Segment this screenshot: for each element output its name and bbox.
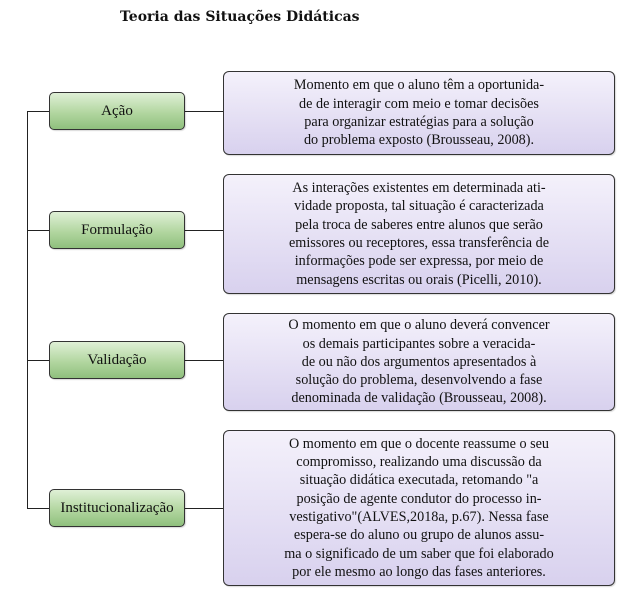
connector-formulacao [27, 230, 49, 231]
desc-line: vidade proposta, tal situação é caracterizada [294, 198, 544, 215]
desc-validacao [223, 313, 615, 411]
tree-spine-line [27, 111, 28, 509]
diagram-title: Teoria das Situações Didáticas [120, 9, 360, 25]
desc-line: Momento em que o aluno têm a oportunida- [293, 77, 545, 94]
node-formulacao: Formulação [49, 211, 185, 249]
connector-acao-desc [185, 111, 223, 112]
desc-line: situação didática executada, retomando "a [299, 472, 539, 489]
desc-line: para organizar estratégias para a solução [304, 114, 534, 130]
desc-line: os demais participantes sobre a veracida- [302, 335, 536, 352]
desc-formulacao [223, 174, 615, 294]
desc-institucionalizacao [223, 430, 615, 586]
desc-line: denominada de validação (Brousseau, 2008). [291, 390, 547, 407]
desc-line: emissores ou receptores, essa transferência de [289, 235, 549, 251]
desc-line: de ou não dos argumentos apresentados à [301, 353, 537, 370]
desc-line: do problema exposto (Brousseau, 2008). [303, 132, 535, 149]
connector-validacao [27, 360, 49, 361]
desc-line: espera-se do aluno ou grupo de alunos assu- [293, 527, 545, 544]
desc-line: informações pode ser expressa, por meio de [294, 253, 544, 270]
desc-line: ma o significado de um saber que foi elaborado [284, 545, 554, 562]
desc-line: mensagens escritas ou orais (Picelli, 2010). [296, 271, 542, 288]
desc-line: solução do problema, desenvolvendo a fase [295, 372, 543, 389]
desc-line: As interações existentes em determinada ati- [292, 180, 546, 197]
node-acao: Ação [49, 92, 185, 130]
desc-line: de de interagir com meio e tomar decisões [299, 95, 539, 112]
desc-line: O momento em que o docente reassume o seu [288, 435, 550, 452]
desc-acao [223, 71, 615, 155]
desc-line: por ele mesmo ao longo das fases anteriores. [292, 563, 546, 580]
connector-validacao-desc [185, 360, 223, 361]
desc-line: posição de agente condutor do processo in- [296, 490, 542, 507]
node-institucionalizacao: Institucionalização [49, 489, 185, 527]
node-validacao: Validação [49, 341, 185, 379]
desc-line: pela troca de saberes entre alunos que serão [295, 216, 543, 233]
desc-line: compromisso, realizando uma discussão da [296, 454, 542, 471]
connector-institucionalizacao-desc [185, 508, 223, 509]
connector-acao [27, 111, 49, 112]
desc-line: vestigativo"(ALVES,2018a, p.67). Nessa fase [289, 509, 549, 525]
connector-institucionalizacao [27, 508, 49, 509]
connector-formulacao-desc [185, 230, 223, 231]
desc-line: O momento em que o aluno deverá convencer [288, 317, 550, 334]
